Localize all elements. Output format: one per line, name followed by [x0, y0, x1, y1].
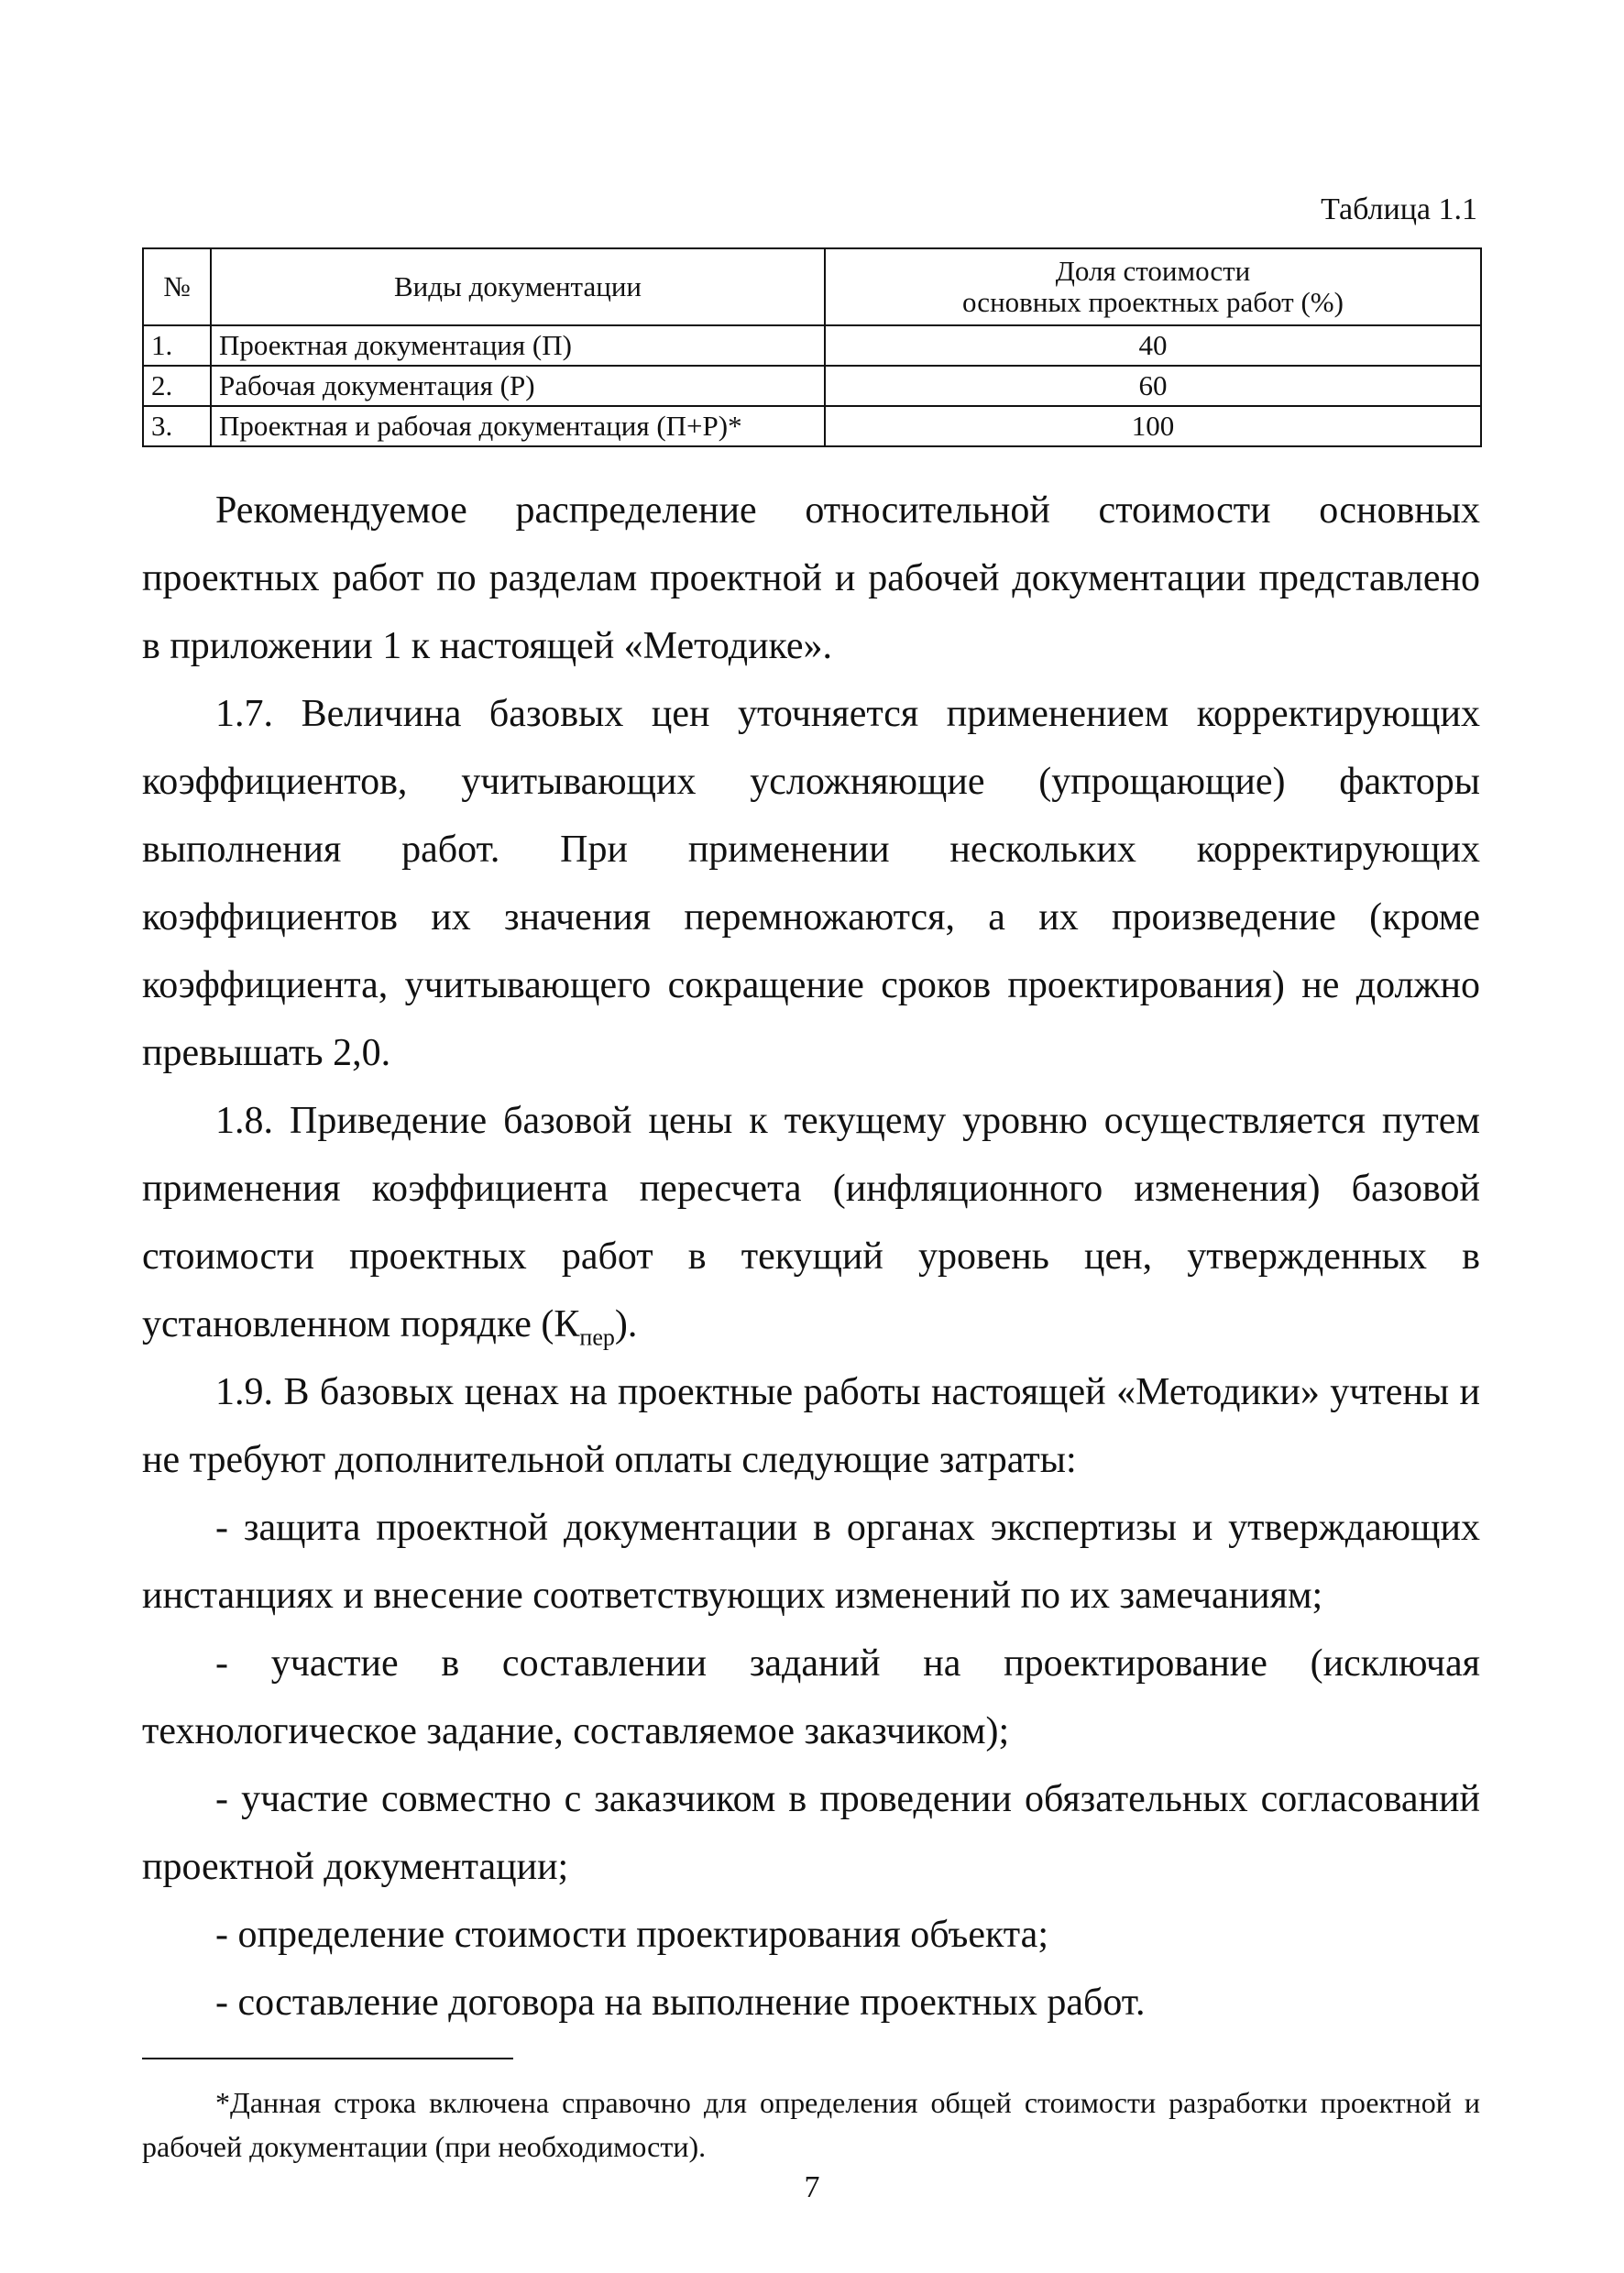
- header-share-line2: основных проектных работ (%): [962, 286, 1344, 318]
- list-item: - участие в составлении заданий на проектирование (исключая технологическое задание, составляемое заказчиком);: [142, 1642, 1480, 1752]
- list-item: - защита проектной документации в органах экспертизы и утверждающих инстанциях и внесение соответствующих изменений по их замечаниям;: [142, 1507, 1480, 1617]
- paragraph-1-7: 1.7. Величина базовых цен уточняется применением корректирующих коэффициентов, учитывающих усложняющие (упрощающие) факторы выполнения работ. При применении нескольких корректирующих коэффициентов их значения перемножаются, а их произведение (кроме коэффициента, учитывающего сокращение сроков проектирования) не должно превышать 2,0.: [142, 693, 1480, 1074]
- table-header-row: [143, 248, 1481, 325]
- footnote-divider: [142, 2058, 513, 2059]
- paragraph-distribution: Рекомендуемое распределение относительной стоимости основных проектных работ по разделам проектной и рабочей документации представлено в приложении 1 к настоящей «Методике».: [142, 489, 1480, 667]
- coefficient-subscript: пер: [579, 1323, 615, 1351]
- row-num: 3.: [143, 406, 211, 446]
- row-share: 60: [825, 366, 1481, 406]
- list-item: - участие совместно с заказчиком в проведении обязательных согласований проектной документации;: [142, 1778, 1480, 1888]
- header-type: Виды документации: [211, 248, 825, 325]
- row-share: 40: [825, 325, 1481, 366]
- header-num: №: [143, 248, 211, 325]
- paragraph-1-8-end: ).: [614, 1303, 638, 1345]
- table-caption: Таблица 1.1: [1321, 192, 1477, 226]
- row-share: 100: [825, 406, 1481, 446]
- row-num: 2.: [143, 366, 211, 406]
- page-number: 7: [804, 2170, 820, 2204]
- body-text: [142, 477, 1480, 2037]
- header-share-line1: Доля стоимости: [1055, 254, 1251, 287]
- table-row: [143, 406, 1481, 446]
- table-row: [143, 366, 1481, 406]
- paragraph-1-8: [142, 1087, 1480, 1358]
- list-item: - составление договора на выполнение проектных работ.: [215, 1982, 1146, 2024]
- table-row: [143, 325, 1481, 366]
- list-item: - определение стоимости проектирования объекта;: [215, 1914, 1048, 1956]
- row-num: 1.: [143, 325, 211, 366]
- footnote: *Данная строка включена справочно для определения общей стоимости разработки проектной и рабочей документации (при необходимости).: [142, 2086, 1480, 2163]
- row-type: Проектная и рабочая документация (П+Р)*: [211, 406, 825, 446]
- documentation-share-table: [142, 247, 1482, 447]
- row-type: Проектная документация (П): [211, 325, 825, 366]
- header-share: [825, 248, 1481, 325]
- paragraph-1-8-text: 1.8. Приведение базовой цены к текущему уровню осуществляется путем применения коэффициента пересчета (инфляционного изменения) базовой стоимости проектных работ в текущий уровень цен, утвержденных в установленном порядке (К: [142, 1100, 1480, 1345]
- paragraph-1-9: 1.9. В базовых ценах на проектные работы настоящей «Методики» учтены и не требуют дополнительной оплаты следующие затраты:: [142, 1371, 1480, 1481]
- row-type: Рабочая документация (Р): [211, 366, 825, 406]
